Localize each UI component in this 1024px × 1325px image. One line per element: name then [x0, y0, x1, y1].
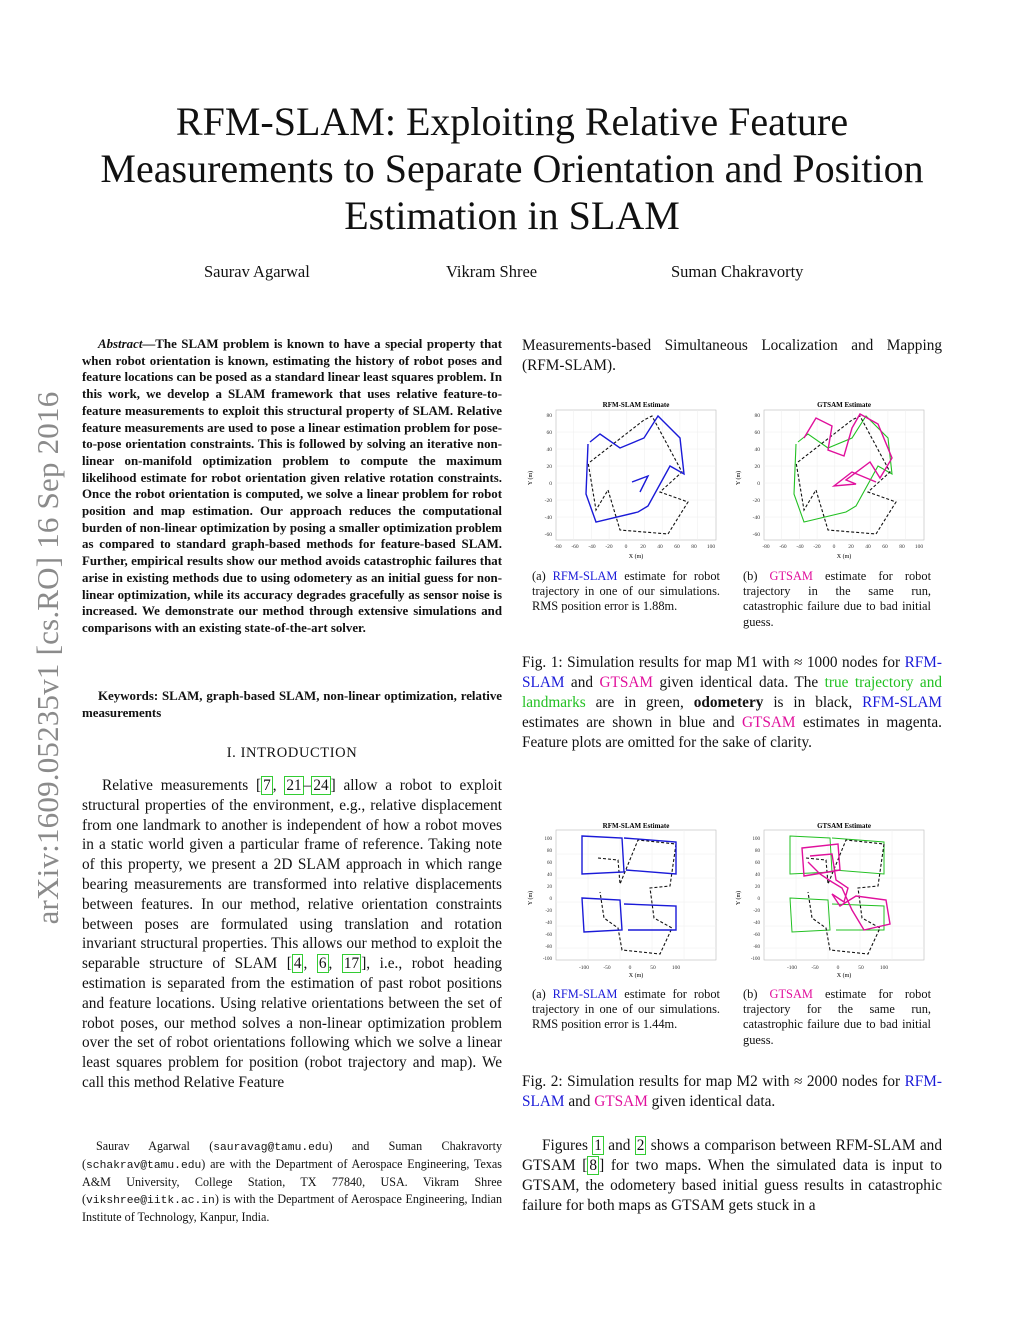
footnote: Saurav Agarwal (sauravag@tamu.edu) and Suman Chakravorty (schakrav@tamu.edu) are with the Department of Aerospace Engineering, Texas A&M University, College Station, TX 77840, USA. Vikram Shree (vikshree@iitk.ac.in) is with the Department of Aerospace Engineering, Indian Institute of Technology, Kanpur, India.: [82, 1139, 502, 1224]
y-tick: -100: [542, 957, 552, 962]
plot-area: [764, 830, 924, 960]
x-tick-labels: [579, 965, 680, 971]
y-tick: 100: [752, 837, 760, 842]
y-tick: -60: [753, 933, 760, 938]
y-tick: 40: [755, 873, 760, 878]
author-3: Suman Chakravorty: [671, 262, 804, 281]
arxiv-id: arXiv:1609.05235v1 [cs.RO] 16 Sep 2016: [30, 391, 65, 925]
plot-area: [556, 410, 716, 540]
y-tick: -60: [544, 532, 552, 538]
y-tick: 40: [546, 447, 552, 453]
abstract-text: The SLAM problem is known to have a special property that when robot orientation is known, estimating the history of robot poses and feature locations can be posed as a standard linear least squares problem. In this work, we develop a SLAM framework that uses relative feature-to-feature measurements to exploit this structural property of SLAM. Relative feature measurements are used to pose a linear estimation problem for pose-to-pose orientation constraints. This is followed by solving an iterative non-linear on-manifold optimization problem to compute the maximum likelihood estimate for robot orientation given relative rotation constraints. Once the robot orientation is computed, we solve a linear problem for robot position and map estimation. Our approach reduces the computational burden of non-linear optimization by posing a smaller optimization problem as compared to standard graph-based methods for feature-based SLAM. Further, empirical results show our method avoids catastrophic failures that arise in existing methods due to using odometery as an initial guess for non-linear optimization, while its accuracy degrades gracefully as sensor noise is increased. We demonstrate our method through extensive simulations and comparisons with an existing state-of-the-art solver.: [82, 337, 502, 635]
right-column-paragraph: Figures 1 and 2 shows a comparison between RFM-SLAM and GTSAM [ 8 ] for two maps. When the simulated data is input to GTSAM, the odometery based initial guess results in catastrophic failure for both maps as GTSAM gets stuck in a: [522, 1137, 943, 1214]
plot-area: [556, 830, 716, 960]
plot-title: RFM-SLAM Estimate: [602, 401, 670, 409]
y-tick: -40: [752, 515, 760, 521]
fig1a-subcaption: (a) RFM-SLAM estimate for robot trajectory in one of our simulations. RMS position error is 1.88m.: [532, 569, 720, 614]
y-tick: 100: [544, 837, 552, 842]
x-tick: -40: [588, 544, 596, 550]
fig1a-plot: [520, 398, 725, 563]
y-axis-label: Y (m): [736, 470, 742, 486]
x-tick: 20: [848, 544, 854, 550]
y-tick: 0: [549, 897, 552, 902]
abstract-label: Abstract: [98, 337, 143, 351]
y-tick-labels: [543, 837, 553, 962]
fig1-caption: Fig. 1: Simulation results for map M1 with ≈ 1000 nodes for RFM-SLAM and GTSAM given identical data. The true trajectory and landmarks are in green, odometery is in black, RFM-SLAM estimates are shown in blue and GTSAM estimates in magenta. Feature plots are omitted for the sake of clarity.: [522, 654, 942, 751]
arxiv-stamp: [18, 348, 78, 968]
y-tick: -80: [545, 945, 552, 950]
y-tick: -100: [750, 957, 760, 962]
y-tick: -20: [545, 909, 552, 914]
y-axis-label: Y (m): [528, 890, 534, 906]
author-2: Vikram Shree: [446, 262, 538, 281]
y-tick: 20: [546, 464, 552, 470]
y-axis-label: Y (m): [528, 470, 534, 486]
figure-link[interactable]: 2: [636, 1137, 645, 1154]
x-tick: 20: [640, 544, 646, 550]
y-tick: 0: [757, 481, 760, 487]
x-tick: -20: [605, 544, 613, 550]
y-tick: -80: [753, 945, 760, 950]
x-tick: 100: [879, 965, 889, 971]
x-tick: -40: [796, 544, 804, 550]
y-tick: 0: [757, 897, 760, 902]
x-tick: -100: [786, 965, 798, 971]
y-tick-labels: [753, 413, 761, 538]
abstract: Abstract—The SLAM problem is known to have a special property that when robot orientation is known, estimating the history of robot poses and feature locations can be posed as a standard linear least squares problem. In this work, we develop a SLAM framework that uses relative feature-to-feature measurements to exploit this structural property of SLAM. Relative feature measurements are used to pose a linear estimation problem for pose-to-pose orientation constraints. This is followed by solving an iterative non-linear on-manifold optimization problem to compute the maximum likelihood estimate for robot orientation given relative rotation constraints. Once the robot orientation is computed, we solve a linear problem for robot position and map estimation. Our approach reduces the computational burden of non-linear optimization by posing a smaller optimization problem as compared to standard graph-based methods for feature-based SLAM. Further, empirical results show our method avoids catastrophic failures that arise in existing methods due to using odometery as an initial guess for non-linear optimization, while its accuracy degrades gracefully as sensor noise is increased. We demonstrate our method through extensive simulations and comparisons with an existing state-of-the-art solver.: [82, 337, 502, 635]
citation-link[interactable]: 17: [343, 955, 360, 973]
fig2b-plot: [728, 818, 933, 980]
y-tick: -20: [544, 498, 552, 504]
x-tick: 100: [706, 544, 716, 550]
fig2-caption: Fig. 2: Simulation results for map M2 with ≈ 2000 nodes for RFM-SLAM and GTSAM given identical data.: [522, 1073, 942, 1110]
x-tick: 0: [832, 544, 836, 550]
y-tick: -40: [545, 921, 552, 926]
citation-link[interactable]: 6: [318, 955, 327, 973]
fig2b-subcaption: (b) GTSAM estimate for robot trajectory for the same run, catastrophic failure due to bad initial guess.: [743, 987, 932, 1047]
y-tick: -20: [753, 909, 760, 914]
x-axis-label: X (m): [628, 554, 644, 560]
citation-link[interactable]: 4: [293, 955, 302, 973]
y-tick: 60: [546, 430, 552, 436]
y-tick: 20: [547, 885, 552, 890]
y-tick: -20: [752, 498, 760, 504]
y-tick-labels: [545, 413, 553, 538]
x-tick: -20: [813, 544, 821, 550]
x-tick: 60: [882, 544, 888, 550]
y-tick: 20: [755, 885, 760, 890]
fig2a-subcaption: (a) RFM-SLAM estimate for robot trajectory in one of our simulations. RMS position error is 1.44m.: [532, 987, 720, 1032]
email-link[interactable]: sauravag@tamu.edu: [213, 1142, 329, 1154]
y-tick: -60: [545, 933, 552, 938]
right-column-intro: Measurements-based Simultaneous Localization and Mapping (RFM-SLAM).: [522, 337, 942, 374]
x-axis-label: X (m): [628, 973, 644, 979]
fig1b-subcaption: (b) GTSAM estimate for robot trajectory in the same run, catastrophic failure due to bad initial guess.: [743, 569, 932, 629]
y-axis-label: Y (m): [736, 890, 742, 906]
y-tick-labels: [751, 837, 761, 962]
y-tick: -40: [544, 515, 552, 521]
x-tick: 0: [836, 965, 840, 971]
figure-link[interactable]: 1: [594, 1137, 602, 1154]
x-axis-label: X (m): [836, 554, 852, 560]
y-tick: 60: [755, 861, 760, 866]
fig2a-plot: [520, 818, 725, 980]
y-tick: 20: [754, 464, 760, 470]
y-tick: 60: [547, 861, 552, 866]
y-tick: 60: [754, 430, 760, 436]
plot-title: GTSAM Estimate: [817, 822, 871, 830]
x-tick: 0: [624, 544, 628, 550]
x-axis-label: X (m): [836, 973, 852, 979]
x-tick: -80: [762, 544, 770, 550]
plot-area: [764, 410, 924, 540]
section-heading: I. INTRODUCTION: [226, 745, 358, 761]
x-tick: -80: [554, 544, 562, 550]
y-tick: 40: [754, 447, 760, 453]
email-link[interactable]: schakrav@tamu.edu: [86, 1160, 202, 1173]
x-tick: 40: [657, 544, 663, 550]
citation-link[interactable]: 24: [313, 777, 329, 794]
x-tick: 40: [865, 544, 871, 550]
y-tick: -40: [753, 921, 760, 926]
paper-title: RFM-SLAM: Exploiting Relative Feature Measurements to Separate Orientation and Position Estimation in SLAM: [100, 99, 924, 238]
x-tick: 100: [671, 965, 681, 971]
plot-title: RFM-SLAM Estimate: [602, 822, 670, 830]
introduction-text: Relative measurements [ 7 , 21 – 24 ] allow a robot to exploit structural properties of the environment, e.g., relative displacement from one landmark to another is independent of how a robot moves in a static world given a particular frame of reference. Taking note of this property, we present a 2D SLAM approach in which range bearing measurements are transformed into relative displacements between features. In our method, relative orientation constraints between poses are formulated using translation and rotation invariant structural properties. This allows our method to exploit the separable structure of SLAM [ 4 , 6 , 17 ], i.e., robot heading estimation is separated from the estimation of past robot positions and feature locations. Using relative orientations between the set of robot poses, our method solves a non-linear optimization problem over the set of robot orientations following which we solve a linear least squares problem for position (robot trajectory and map). We call this method Relative Feature: [82, 777, 503, 1091]
x-tick: 50: [650, 965, 656, 971]
keywords-label: Keywords:: [98, 689, 159, 703]
citation-link[interactable]: 8: [589, 1157, 598, 1174]
x-tick: -50: [811, 965, 819, 971]
keywords: [82, 688, 502, 721]
x-tick: -60: [779, 544, 787, 550]
x-tick: -100: [578, 965, 590, 971]
y-tick: 80: [546, 413, 552, 419]
x-tick-labels: [762, 544, 923, 550]
citation-link[interactable]: 21: [286, 777, 302, 794]
x-tick: -60: [571, 544, 579, 550]
x-tick: 0: [628, 965, 632, 971]
y-tick: 80: [547, 849, 552, 854]
fig1b-plot: [728, 398, 933, 563]
keywords-text: SLAM, graph-based SLAM, non-linear optimization, relative measurements: [82, 689, 502, 720]
x-tick: -50: [603, 965, 611, 971]
x-tick-labels: [787, 965, 888, 971]
citation-link[interactable]: 7: [263, 777, 271, 794]
x-tick: 80: [691, 544, 697, 550]
y-tick: -60: [752, 532, 760, 538]
y-tick: 80: [754, 413, 760, 419]
y-tick: 40: [547, 873, 552, 878]
author-1: Saurav Agarwal: [204, 262, 310, 281]
x-tick: 80: [899, 544, 905, 550]
x-tick: 100: [914, 544, 924, 550]
email-link[interactable]: vikshree@iitk.ac.in: [86, 1194, 215, 1207]
x-tick: 60: [674, 544, 680, 550]
y-tick: 0: [549, 481, 552, 487]
y-tick: 80: [755, 849, 760, 854]
x-tick-labels: [554, 544, 715, 550]
x-tick: 50: [858, 965, 864, 971]
plot-title: GTSAM Estimate: [817, 401, 871, 409]
